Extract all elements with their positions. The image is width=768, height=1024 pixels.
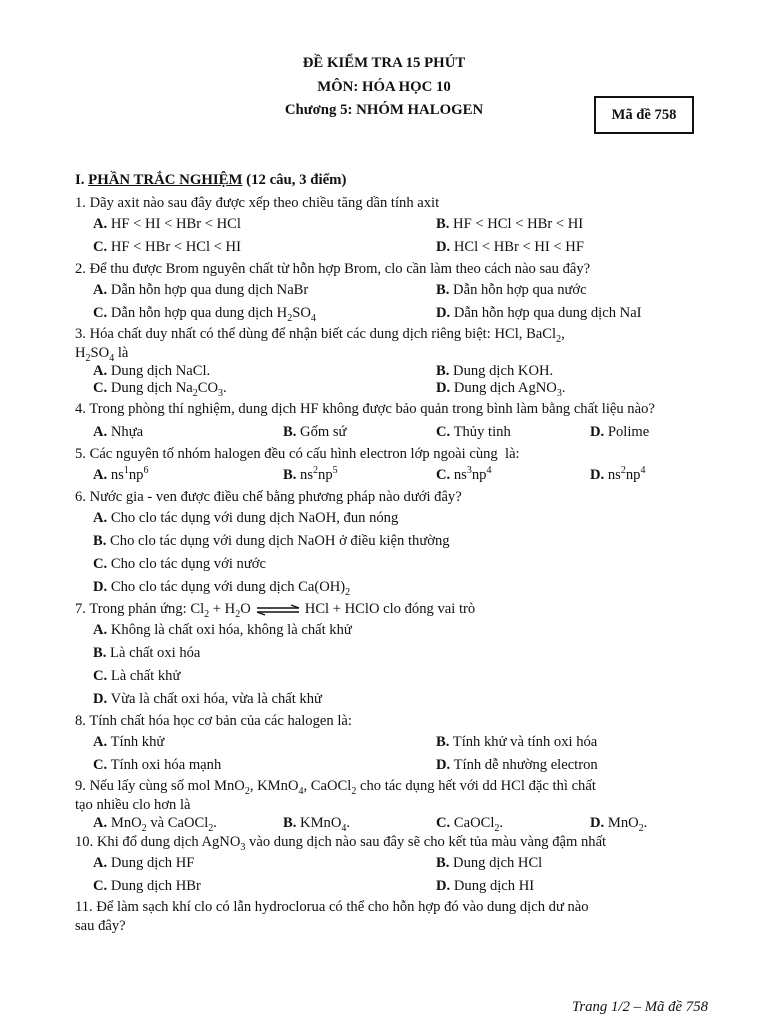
- question-3: [75, 325, 715, 397]
- section-prefix: I.: [75, 172, 89, 188]
- answer-option[interactable]: [283, 421, 346, 444]
- option-text: Dung dịch KOH.: [453, 363, 554, 379]
- question-10: [75, 832, 715, 898]
- page-footer: Trang 1/2 – Mã đề 758: [571, 999, 708, 1015]
- option-text: Dung dịch HBr: [110, 878, 201, 894]
- option-letter: B.: [283, 815, 297, 831]
- answer-option[interactable]: [436, 464, 491, 487]
- option-letter: D.: [436, 757, 451, 773]
- option-letter: D.: [590, 815, 605, 831]
- option-text: HF < HBr < HCl < HI: [110, 239, 241, 255]
- option-text: Dung dịch HI: [453, 878, 535, 894]
- options-row: [75, 279, 715, 302]
- options-row: [75, 236, 715, 259]
- answer-option[interactable]: [93, 815, 217, 832]
- option-letter: B.: [93, 645, 107, 661]
- exam-title: ĐỀ KIỂM TRA 15 PHÚT: [302, 55, 466, 71]
- answer-option[interactable]: [93, 852, 194, 875]
- options-row: [75, 875, 715, 898]
- option-text: Tính dễ nhường electron: [453, 757, 598, 773]
- option-letter: A.: [93, 622, 108, 638]
- question-5: [75, 444, 715, 487]
- option-text: $ns^3np^4$: [453, 465, 492, 483]
- option-text: Cho clo tác dụng với dung dịch NaOH ở điều kiện thường: [110, 533, 450, 549]
- option-text: Nhựa: [110, 424, 144, 440]
- answer-option[interactable]: [590, 421, 649, 444]
- option-text: Vừa là chất oxi hóa, vừa là chất khử: [110, 691, 322, 707]
- question-2: [75, 259, 715, 325]
- option-letter: A.: [93, 855, 108, 871]
- option-letter: B.: [436, 216, 450, 232]
- option-text: Cho clo tác dụng với dung dịch NaOH, đun nóng: [110, 510, 399, 526]
- option-letter: C.: [93, 878, 108, 894]
- answer-option[interactable]: [93, 421, 143, 444]
- answer-option[interactable]: [436, 875, 534, 898]
- option-text: HF < HCl < HBr < HI: [453, 216, 584, 232]
- option-text: $ns^2np^5$: [300, 465, 338, 483]
- option-letter: D.: [436, 878, 451, 894]
- option-text: KMnO$_4$.: [300, 815, 351, 834]
- options-row: [75, 464, 715, 487]
- option-text: Dẫn hỗn hợp qua dung dịch NaBr: [110, 282, 309, 298]
- question-stem: 3. Hóa chất duy nhất có thể dùng để nhận biết các dung dịch riêng biệt: HCl, BaCl$_2$, $H_2SO_4$ là: [75, 326, 565, 364]
- option-text: Dung dịch HCl: [453, 855, 543, 871]
- option-text: Dung dịch NaCl.: [110, 363, 211, 379]
- question-stem: 7. Trong phản ứng: $Cl_2 + H_2O$ HCl + HClO clo đóng vai trò: [75, 601, 476, 620]
- options-row: [75, 421, 715, 444]
- question-stem: 9. Nếu lấy cùng số mol MnO$_2$, KMnO$_4$, CaOCl$_2$ cho tác dụng hết với dd HCl đặc thì chất tạo nhiều clo hơn là: [75, 778, 596, 813]
- option-text: MnO$_2$ và CaOCl$_2$.: [110, 815, 217, 834]
- option-letter: A.: [93, 363, 108, 379]
- option-text: Dung dịch HF: [110, 855, 195, 871]
- section-title: PHẦN TRẮC NGHIỆM: [88, 172, 243, 188]
- answer-option[interactable]: [93, 875, 201, 898]
- option-text: Dung dịch AgNO$_3$.: [453, 380, 566, 399]
- options-stack: [75, 507, 715, 599]
- option-text: Polime: [607, 424, 650, 440]
- option-letter: C.: [436, 815, 451, 831]
- answer-option[interactable]: [436, 380, 565, 397]
- exam-code: Mã đề 758: [611, 106, 677, 123]
- option-text: Không là chất oxi hóa, không là chất khử: [110, 622, 352, 638]
- answer-option[interactable]: [93, 665, 733, 688]
- section-heading: [75, 172, 346, 189]
- option-letter: B.: [436, 734, 450, 750]
- option-letter: C.: [436, 424, 451, 440]
- option-letter: B.: [436, 363, 450, 379]
- answer-option[interactable]: [93, 363, 210, 380]
- answer-option[interactable]: [93, 754, 221, 777]
- option-letter: D.: [436, 305, 451, 321]
- option-text: Tính oxi hóa mạnh: [110, 757, 222, 773]
- options-row: [75, 815, 715, 832]
- option-letter: D.: [590, 467, 605, 483]
- question-stem: 8. Tính chất hóa học cơ bản của các halogen là:: [75, 713, 352, 729]
- answer-option[interactable]: [590, 815, 647, 832]
- option-text: Là chất oxi hóa: [110, 645, 201, 661]
- answer-option[interactable]: [436, 754, 598, 777]
- option-text: Dẫn hỗn hợp qua dung dịch $H_2SO_4$: [110, 305, 316, 324]
- options-row: [75, 213, 715, 236]
- options-row: [75, 754, 715, 777]
- answer-option[interactable]: [436, 731, 597, 754]
- option-letter: B.: [283, 424, 297, 440]
- question-7: [75, 599, 715, 711]
- answer-option[interactable]: [436, 279, 587, 302]
- answer-option[interactable]: [436, 852, 542, 875]
- options-row: [75, 852, 715, 875]
- option-text: Cho clo tác dụng với nước: [110, 556, 266, 572]
- subject-line: MÔN: HÓA HỌC 10: [317, 79, 451, 95]
- question-stem: 6. Nước gia - ven được điều chế bằng phương pháp nào dưới đây?: [75, 489, 462, 505]
- question-stem: 10. Khi đổ dung dịch AgNO$_3$ vào dung dịch nào sau đây sẽ cho kết tủa màu vàng đậm nhất: [75, 834, 607, 853]
- option-letter: A.: [93, 467, 108, 483]
- equilibrium-arrow-icon: [255, 604, 301, 616]
- option-text: MnO$_2$.: [607, 815, 648, 834]
- question-stem: 11. Để làm sạch khí clo có lẫn hydroclorua có thể cho hỗn hợp đó vào dung dịch dư nào sau đây?: [75, 899, 589, 934]
- option-letter: D.: [590, 424, 605, 440]
- answer-option[interactable]: [93, 688, 733, 711]
- answer-option[interactable]: [93, 553, 733, 576]
- question-stem: 2. Để thu được Brom nguyên chất từ hỗn hợp Brom, clo cần làm theo cách nào sau đây?: [75, 261, 591, 277]
- option-letter: A.: [93, 282, 108, 298]
- option-letter: D.: [436, 239, 451, 255]
- option-letter: B.: [283, 467, 297, 483]
- question-8: [75, 711, 715, 777]
- options-stack: [75, 619, 715, 711]
- option-letter: A.: [93, 424, 108, 440]
- exam-code-box: [594, 96, 694, 134]
- option-text: Tính khử: [110, 734, 165, 750]
- question-6: [75, 487, 715, 599]
- option-letter: C.: [93, 668, 108, 684]
- answer-option[interactable]: [93, 731, 164, 754]
- option-letter: C.: [93, 556, 108, 572]
- question-4: [75, 397, 715, 444]
- question-stem: 5. Các nguyên tố nhóm halogen đều có cấu hình electron lớp ngoài cùng là:: [75, 446, 520, 462]
- option-letter: A.: [93, 815, 108, 831]
- question-stem: 4. Trong phòng thí nghiệm, dung dịch HF không được bảo quản trong bình làm bằng chất liệu nào?: [75, 401, 655, 417]
- option-text: Tính khử và tính oxi hóa: [452, 734, 598, 750]
- answer-option[interactable]: [590, 464, 645, 487]
- option-letter: B.: [436, 282, 450, 298]
- answer-option[interactable]: [283, 464, 338, 487]
- question-11: [75, 898, 715, 936]
- option-text: $ns^2np^4$: [607, 465, 646, 483]
- option-letter: A.: [93, 216, 108, 232]
- option-letter: C.: [436, 467, 451, 483]
- answer-option[interactable]: [93, 279, 308, 302]
- answer-option[interactable]: [436, 815, 503, 832]
- option-text: HF < HI < HBr < HCl: [110, 216, 241, 232]
- answer-option[interactable]: [93, 380, 227, 397]
- answer-option[interactable]: [436, 302, 642, 325]
- option-letter: D.: [436, 380, 451, 396]
- option-text: Cho clo tác dụng với dung dịch $Ca(OH)_2$: [110, 579, 351, 598]
- answer-option[interactable]: [93, 576, 733, 599]
- answer-option[interactable]: [93, 619, 733, 642]
- answer-option[interactable]: [436, 213, 583, 236]
- question-list: [75, 193, 715, 936]
- answer-option[interactable]: [93, 530, 733, 553]
- answer-option[interactable]: [436, 363, 553, 380]
- option-letter: B.: [93, 533, 107, 549]
- option-text: Dẫn hỗn hợp qua dung dịch NaI: [453, 305, 642, 321]
- option-letter: B.: [436, 855, 450, 871]
- option-letter: C.: [93, 305, 108, 321]
- answer-option[interactable]: [93, 236, 241, 259]
- option-letter: C.: [93, 239, 108, 255]
- question-stem: 1. Dãy axit nào sau đây được xếp theo chiều tăng dần tính axit: [75, 195, 440, 211]
- option-text: HCl < HBr < HI < HF: [453, 239, 584, 255]
- option-text: Là chất khử: [110, 668, 181, 684]
- answer-option[interactable]: [283, 815, 350, 832]
- answer-option[interactable]: [93, 507, 733, 530]
- option-text: CaOCl$_2$.: [453, 815, 504, 834]
- question-1: [75, 193, 715, 259]
- answer-option[interactable]: [436, 236, 584, 259]
- chapter-line: Chương 5: NHÓM HALOGEN: [284, 102, 484, 118]
- option-letter: C.: [93, 380, 108, 396]
- answer-option[interactable]: [93, 464, 148, 487]
- options-row: [75, 302, 715, 325]
- option-letter: D.: [93, 691, 108, 707]
- option-letter: D.: [93, 579, 108, 595]
- option-letter: A.: [93, 510, 108, 526]
- answer-option[interactable]: [93, 642, 733, 665]
- option-text: Dung dịch $Na_2CO_3$.: [110, 380, 227, 399]
- options-row: [75, 363, 715, 380]
- option-text: Thủy tinh: [453, 424, 511, 440]
- answer-option[interactable]: [93, 213, 241, 236]
- answer-option[interactable]: [436, 421, 511, 444]
- option-text: Gốm sứ: [300, 424, 347, 440]
- option-letter: C.: [93, 757, 108, 773]
- option-text: $ns^1np^6$: [110, 465, 149, 483]
- question-9: [75, 777, 715, 832]
- section-suffix: (12 câu, 3 điểm): [242, 172, 347, 188]
- options-row: [75, 380, 715, 397]
- answer-option[interactable]: [93, 302, 316, 325]
- option-letter: A.: [93, 734, 108, 750]
- options-row: [75, 731, 715, 754]
- option-text: Dẫn hỗn hợp qua nước: [453, 282, 587, 298]
